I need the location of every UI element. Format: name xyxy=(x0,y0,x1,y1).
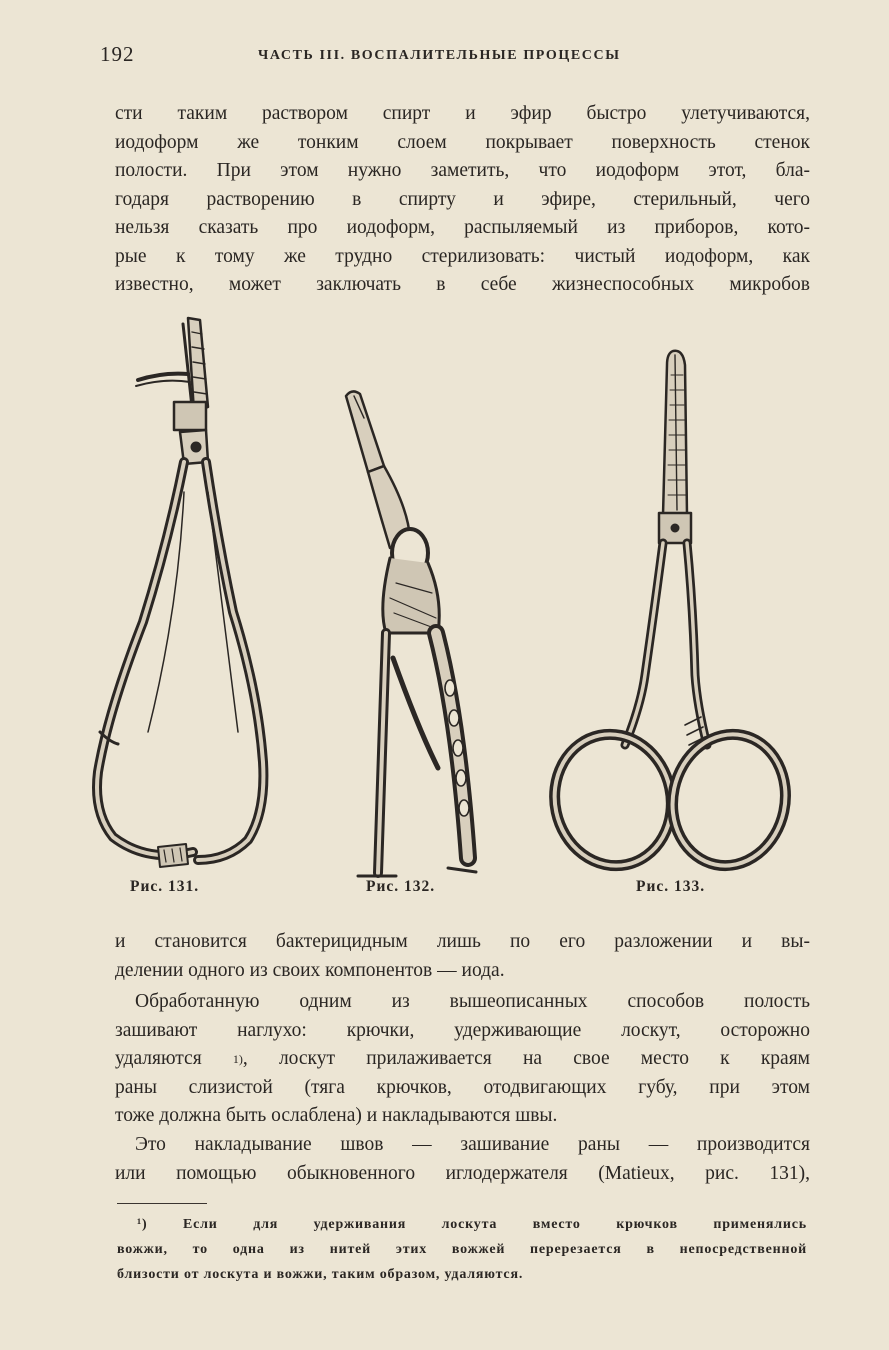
text-line: Обработанную одним из вышеописанных способов полость xyxy=(135,991,810,1012)
text-line: сти таким раствором спирт и эфир быстро улетучиваются, xyxy=(115,103,810,124)
text-line: раны слизистой (тяга крючков, отодвигающих губу, при этом xyxy=(115,1076,810,1098)
text-line: зашивают наглухо: крючки, удерживающие лоскут, осторожно xyxy=(115,1019,810,1041)
text-line: Это накладывание швов — зашивание раны — производится xyxy=(135,1134,810,1155)
footnote-line: вожжи, то одна из нитей этих вожжей перерезается в непосредственной xyxy=(117,1242,807,1257)
page-number: 192 xyxy=(100,42,135,66)
text-line-with-footnote xyxy=(115,1045,810,1074)
text-line: рые к тому же трудно стерилизовать: чистый иодоформ, как xyxy=(115,245,810,267)
paragraph-1 xyxy=(115,100,810,300)
paragraph-4 xyxy=(115,1131,810,1188)
paragraph-3 xyxy=(115,988,810,1131)
figure-caption-133: Рис. 133. xyxy=(636,878,706,895)
text-line: иодоформ же тонким слоем покрывает поверхность стенок xyxy=(115,131,810,153)
footnote-line xyxy=(117,1212,807,1237)
footnote-text: Если для удерживания лоскута вместо крючков применялись xyxy=(183,1217,807,1232)
footnote xyxy=(117,1212,807,1287)
text-line: делении одного из своих компонентов — иода. xyxy=(115,959,505,981)
text-line: полости. При этом нужно заметить, что иодоформ этот, бла- xyxy=(115,160,810,181)
text-fragment: удаляются xyxy=(115,1048,202,1069)
text-line: известно, может заключать в себе жизнеспособных микробов xyxy=(115,274,810,295)
figure-131-needle-holder xyxy=(88,312,288,877)
text-fragment: , лоскут прилаживается на свое место к краям xyxy=(242,1048,811,1069)
paragraph-2 xyxy=(115,928,810,985)
figure-133-hemostatic-clamp xyxy=(545,345,795,875)
running-title: ЧАСТЬ III. ВОСПАЛИТЕЛЬНЫЕ ПРОЦЕССЫ xyxy=(258,48,621,63)
footnote-marker: ¹) xyxy=(137,1217,148,1232)
text-line: тоже должна быть ослаблена) и накладываются швы. xyxy=(115,1105,558,1126)
figure-132-bone-forceps xyxy=(338,388,488,878)
text-line: или помощью обыкновенного иглодержателя (Matieux, рис. 131), xyxy=(115,1162,810,1184)
figure-caption-132: Рис. 132. xyxy=(366,878,436,895)
footnote-reference: 1) xyxy=(232,1052,243,1066)
figure-caption-131: Рис. 131. xyxy=(130,878,200,895)
footnote-rule xyxy=(117,1203,207,1204)
text-line: и становится бактерицидным лишь по его разложении и вы- xyxy=(115,931,810,952)
text-line: годаря растворению в спирту и эфире, стерильный, чего xyxy=(115,188,810,210)
footnote-line: близости от лоскута и вожжи, таким образом, удаляются. xyxy=(117,1267,524,1282)
text-line: нельзя сказать про иодоформ, распыляемый из приборов, кото- xyxy=(115,217,810,238)
